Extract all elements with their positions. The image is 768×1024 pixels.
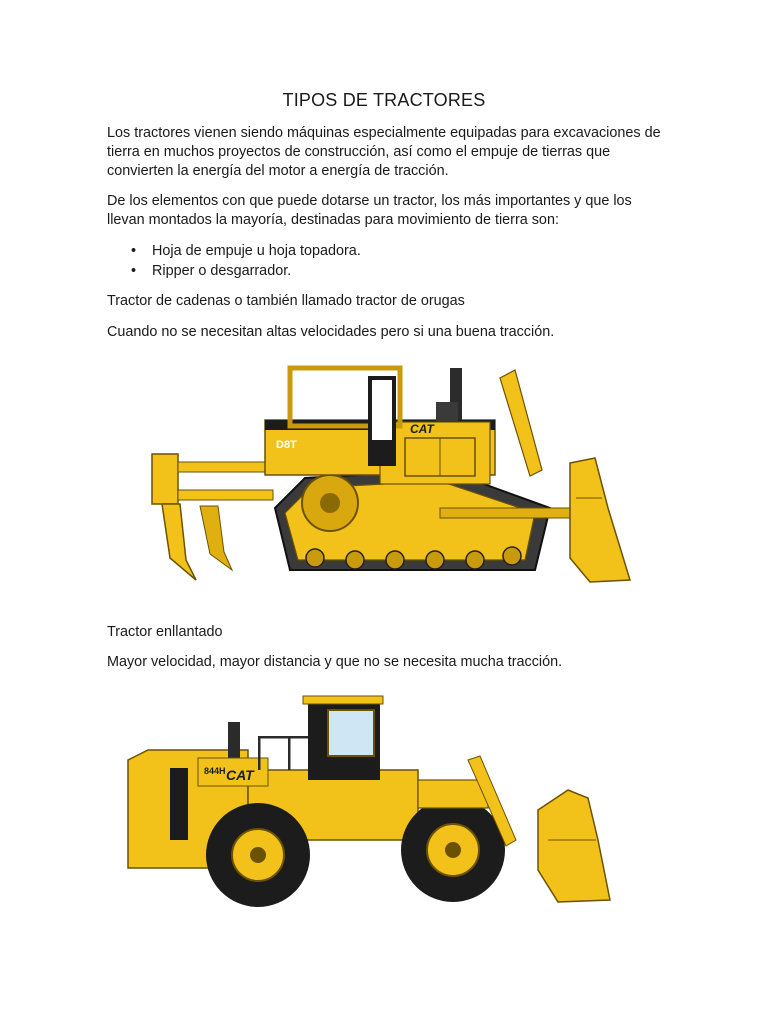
wheeled-description: Mayor velocidad, mayor distancia y que no se necesita mucha tracción. <box>107 654 563 670</box>
wheel-icon <box>206 803 310 907</box>
crawler-tractor-image <box>140 358 640 593</box>
wheeled-model-label: 844H <box>204 766 226 776</box>
crawler-model-label: D8T <box>276 439 297 451</box>
wheel-icon <box>401 798 505 902</box>
crawler-heading: Tractor de cadenas o también llamado tractor de orugas <box>107 293 465 309</box>
elements-list <box>107 241 361 281</box>
list-item: • Hoja de empuje u hoja topadora. <box>107 241 361 261</box>
tractor-body-icon <box>265 368 495 484</box>
wheeled-heading: Tractor enllantado <box>107 624 223 640</box>
crawler-description: Cuando no se necesitan altas velocidades pero si una buena tracción. <box>107 324 555 340</box>
wheeled-brand-label: CAT <box>226 767 254 783</box>
intro-paragraph: Los tractores vienen siendo máquinas especialmente equipadas para excavaciones de tierra en muchos proyectos de construcción, así como el empuje de tierras que convierten la energía del motor a energía de tracción. <box>107 125 661 179</box>
ripper-icon <box>152 454 273 580</box>
crawler-track-icon <box>275 470 550 570</box>
page-title: TIPOS DE TRACTORES <box>282 90 486 110</box>
list-item: • Ripper o desgarrador. <box>107 261 361 281</box>
elements-paragraph: De los elementos con que puede dotarse un tractor, los más importantes y que los llevan montados la mayoría, destinadas para movimiento de tierra son: <box>107 193 632 228</box>
crawler-brand-label: CAT <box>410 422 434 436</box>
wheeled-tractor-image <box>118 690 618 912</box>
